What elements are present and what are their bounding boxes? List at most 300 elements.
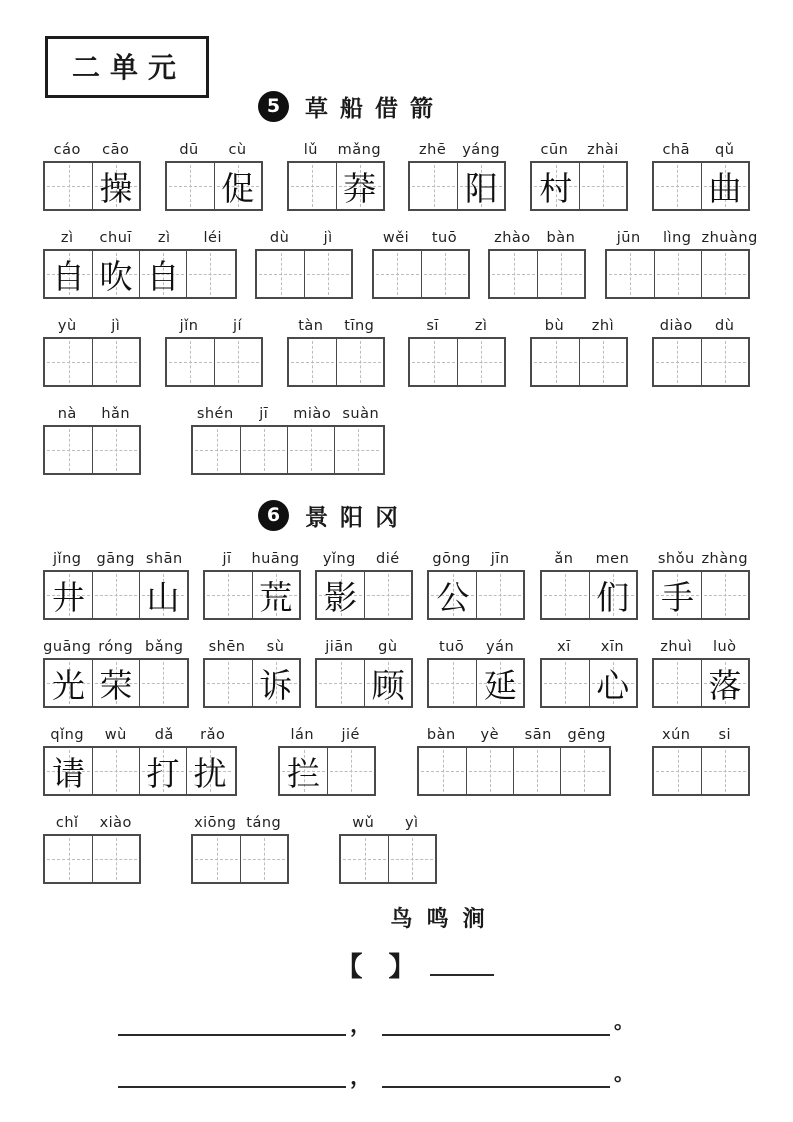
pinyin-syllable: dù [269,230,290,246]
pinyin-syllable: yù [57,318,77,334]
tianzige-cell [186,748,233,794]
pinyin-row [165,142,263,158]
pinyin-syllable: zhài [587,142,619,158]
hanzi-char: 心 [596,665,630,705]
hanzi-char: 自 [146,256,180,296]
word-group [43,639,189,708]
tianzige-cell [701,660,748,706]
tianzige-cell [532,339,579,385]
tianzige-cell [193,427,240,473]
hanzi-char [542,572,589,618]
tianzige-cell [45,660,92,706]
tianzige-cell [701,339,748,385]
hanzi-char [374,251,421,297]
tianzige-box [43,746,237,796]
pinyin-row [372,230,470,246]
word-row [43,318,750,387]
hanzi-char [607,251,654,297]
tianzige-cell [139,572,186,618]
tianzige-box [43,834,141,884]
hanzi-char [289,163,336,209]
pinyin-syllable: táng [246,815,282,831]
pinyin-syllable: chǐ [55,815,79,831]
tianzige-cell [701,163,748,209]
hanzi-char [193,836,240,882]
hanzi-char [580,163,626,209]
hanzi-char [654,748,701,794]
pinyin-row [652,142,750,158]
hanzi-char [542,660,589,706]
pinyin-row [315,551,413,567]
hanzi-char [429,660,476,706]
pinyin-syllable: gāng [96,551,135,567]
word-row [43,815,750,884]
hanzi-char: 荒 [259,577,293,617]
word-group [408,318,506,387]
hanzi-char [532,339,579,385]
pinyin-syllable: lìng [663,230,692,246]
pinyin-syllable: cù [228,142,247,158]
hanzi-char: 诉 [259,665,293,705]
tianzige-cell [214,339,261,385]
tianzige-cell [186,251,233,297]
hanzi-char: 延 [483,665,517,705]
pinyin-syllable: jī [259,406,269,422]
answer-blank [382,1012,610,1036]
tianzige-cell [457,163,504,209]
hanzi-char [205,572,252,618]
hanzi-char [514,748,560,794]
tianzige-box [165,161,263,211]
tianzige-box [540,570,638,620]
hanzi-char [289,339,336,385]
tianzige-cell [92,163,139,209]
hanzi-char [477,572,523,618]
pinyin-syllable: jǐng [53,551,82,567]
tianzige-box [652,337,750,387]
tianzige-cell [252,660,299,706]
pinyin-syllable: cāo [102,142,130,158]
tianzige-cell [214,163,261,209]
pinyin-syllable: yè [480,727,499,743]
tianzige-cell [364,660,411,706]
pinyin-row [191,406,385,422]
pinyin-row [203,639,301,655]
tianzige-cell [410,339,457,385]
pinyin-row [540,639,638,655]
pinyin-row [287,318,385,334]
word-group [315,639,413,708]
pinyin-row [43,406,141,422]
hanzi-char: 手 [660,577,694,617]
tianzige-cell [193,836,240,882]
hanzi-char [167,339,214,385]
tianzige-box [43,337,141,387]
hanzi-char [654,163,701,209]
pinyin-syllable: jī [222,551,232,567]
pinyin-syllable: mǎng [337,142,382,158]
tianzige-cell [289,163,336,209]
tianzige-cell [410,163,457,209]
hanzi-char: 曲 [708,168,742,208]
hanzi-char [93,572,139,618]
pinyin-row [417,727,611,743]
tianzige-cell [45,427,92,473]
pinyin-syllable: bǎng [145,639,184,655]
lesson-title: 景阳冈 [305,504,410,531]
hanzi-char: 顾 [371,665,405,705]
pinyin-syllable: zhàng [701,551,749,567]
word-row [43,551,750,620]
pinyin-syllable: zhì [591,318,615,334]
pinyin-syllable: tuō [439,639,465,655]
word-group [287,318,385,387]
tianzige-box [427,570,525,620]
pinyin-row [605,230,758,246]
lesson-5-header [258,90,793,123]
word-group [165,142,263,211]
pinyin-syllable: si [718,727,732,743]
hanzi-char [241,427,287,473]
pinyin-syllable: yáng [462,142,501,158]
pinyin-syllable: jié [341,727,360,743]
tianzige-cell [139,748,186,794]
pinyin-syllable: sān [524,727,552,743]
tianzige-cell [542,660,589,706]
tianzige-box [165,337,263,387]
hanzi-char: 操 [99,168,133,208]
word-group [43,230,237,299]
pinyin-row [203,551,301,567]
tianzige-cell [654,660,701,706]
pinyin-row [278,727,376,743]
pinyin-syllable: cūn [540,142,569,158]
pinyin-syllable: sī [426,318,439,334]
tianzige-cell [287,427,334,473]
tianzige-cell [139,251,186,297]
hanzi-char [167,163,214,209]
pinyin-syllable: cáo [53,142,81,158]
hanzi-char [45,339,92,385]
tianzige-cell [364,572,411,618]
word-group [43,815,141,884]
tianzige-box [43,570,189,620]
hanzi-char: 促 [221,168,255,208]
hanzi-char: 吹 [99,256,133,296]
tianzige-box [605,249,751,299]
pinyin-syllable: bàn [546,230,576,246]
tianzige-cell [280,748,327,794]
pinyin-syllable: yì [404,815,419,831]
pinyin-syllable: xīn [600,639,625,655]
pinyin-syllable: xiōng [194,815,237,831]
hanzi-char [45,836,92,882]
tianzige-box [43,658,189,708]
word-row [43,230,758,299]
tianzige-cell [289,339,336,385]
tianzige-cell [240,836,287,882]
hanzi-char: 影 [324,577,358,617]
tianzige-box [652,658,750,708]
pinyin-row [43,727,237,743]
tianzige-cell [139,660,186,706]
pinyin-syllable: jūn [616,230,641,246]
pinyin-syllable: suàn [342,406,380,422]
tianzige-cell [45,836,92,882]
pinyin-row [255,230,353,246]
pinyin-syllable: jiān [325,639,354,655]
hanzi-char [45,427,92,473]
hanzi-char [410,339,457,385]
word-group [43,318,141,387]
hanzi-char [317,660,364,706]
hanzi-char [288,427,334,473]
pinyin-syllable: lán [290,727,315,743]
pinyin-syllable: guāng [43,639,92,655]
word-group [287,142,385,211]
word-group [540,639,638,708]
pinyin-row [165,318,263,334]
tianzige-box [287,337,385,387]
answer-blank [118,1012,346,1036]
tianzige-cell [542,572,589,618]
hanzi-char [205,660,252,706]
pinyin-syllable: gōng [432,551,471,567]
tianzige-box [530,161,628,211]
comma-mark: ， [350,1013,373,1038]
pinyin-row [43,639,189,655]
poem-author-line [18,945,793,984]
word-group [43,142,141,211]
pinyin-row [488,230,586,246]
pinyin-row [408,142,506,158]
word-group [339,815,437,884]
answer-blank [382,1064,610,1088]
tianzige-cell [92,748,139,794]
unit-title: 二单元 [72,51,187,84]
pinyin-syllable: dié [376,551,400,567]
pinyin-syllable: jì [323,230,333,246]
word-group [417,727,611,796]
pinyin-syllable: shēn [208,639,246,655]
pinyin-syllable: tuō [431,230,458,246]
hanzi-char: 井 [52,577,85,617]
hanzi-char [490,251,537,297]
tianzige-cell [45,572,92,618]
hanzi-char [241,836,287,882]
tianzige-box [203,658,301,708]
tianzige-box [43,425,141,475]
word-group [191,406,385,475]
tianzige-box [530,337,628,387]
tianzige-cell [654,163,701,209]
tianzige-cell [532,163,579,209]
tianzige-cell [537,251,584,297]
tianzige-cell [589,660,636,706]
hanzi-char [93,836,139,882]
hanzi-char: 村 [539,168,573,208]
tianzige-cell [579,163,626,209]
hanzi-char [93,427,139,473]
pinyin-syllable: zì [474,318,488,334]
tianzige-box [191,834,289,884]
hanzi-char [140,660,186,706]
tianzige-box [652,570,750,620]
word-group [652,727,750,796]
word-group [540,551,638,620]
hanzi-char [193,427,240,473]
hanzi-char [410,163,457,209]
tianzige-box [408,161,506,211]
word-row [43,142,750,211]
hanzi-char: 山 [146,577,180,617]
hanzi-char [702,339,748,385]
pinyin-syllable: hǎn [101,406,131,422]
pinyin-syllable: xiào [99,815,132,831]
tianzige-cell [341,836,388,882]
pinyin-row [191,815,289,831]
tianzige-cell [45,163,92,209]
hanzi-char [337,339,383,385]
tianzige-cell [167,163,214,209]
tianzige-cell [92,572,139,618]
hanzi-char [580,339,626,385]
pinyin-syllable: jīn [490,551,510,567]
hanzi-char [458,339,504,385]
pinyin-syllable: wǔ [352,815,375,831]
hanzi-char [655,251,701,297]
pinyin-row [339,815,437,831]
pinyin-row [652,318,750,334]
tianzige-cell [167,339,214,385]
pinyin-syllable: zhào [494,230,531,246]
hanzi-char: 落 [708,665,742,705]
tianzige-box [372,249,470,299]
word-row [43,727,750,796]
tianzige-cell [327,748,374,794]
pinyin-syllable: nà [57,406,77,422]
tianzige-cell [92,660,139,706]
answer-blank [430,974,494,976]
tianzige-cell [92,427,139,473]
pinyin-syllable: dǎ [154,727,174,743]
word-group [43,406,141,475]
tianzige-cell [476,572,523,618]
pinyin-syllable: qǐng [50,727,85,743]
pinyin-row [43,230,237,246]
poem-verse-line [118,1036,793,1088]
tianzige-cell [205,572,252,618]
pinyin-row [540,551,638,567]
period-mark: 。 [614,1061,635,1085]
pinyin-syllable: yán [486,639,515,655]
lesson-title: 草船借箭 [305,95,445,122]
hanzi-char [215,339,261,385]
tianzige-box [43,161,141,211]
pinyin-syllable: diào [659,318,693,334]
hanzi-char [257,251,304,297]
pinyin-row [43,318,141,334]
pinyin-syllable: tīng [344,318,375,334]
hanzi-char [561,748,607,794]
pinyin-syllable: huāng [251,551,300,567]
pinyin-syllable: léi [203,230,222,246]
tianzige-cell [92,251,139,297]
tianzige-cell [654,748,701,794]
pinyin-syllable: yǐng [322,551,356,567]
tianzige-cell [701,572,748,618]
tianzige-cell [560,748,607,794]
word-group [165,318,263,387]
hanzi-char: 扰 [193,753,227,793]
pinyin-syllable: wěi [382,230,410,246]
tianzige-cell [654,251,701,297]
pinyin-syllable: dū [179,142,199,158]
pinyin-syllable: róng [98,639,134,655]
word-group [372,230,470,299]
word-group [43,727,237,796]
pinyin-syllable: qǔ [715,142,735,158]
pinyin-syllable: zì [157,230,171,246]
hanzi-char: 阳 [464,168,498,208]
tianzige-box [339,834,437,884]
word-row [43,639,750,708]
pinyin-syllable: jí [233,318,243,334]
word-group [203,551,301,620]
pinyin-row [315,639,413,655]
hanzi-char [654,339,701,385]
poem-section [0,902,793,1088]
tianzige-box [540,658,638,708]
tianzige-box [488,249,586,299]
pinyin-syllable: dù [715,318,735,334]
hanzi-char [305,251,351,297]
tianzige-cell [92,339,139,385]
bracket-close: 】 [388,952,416,983]
tianzige-box [315,658,413,708]
pinyin-syllable: gēng [567,727,607,743]
tianzige-box [287,161,385,211]
tianzige-box [203,570,301,620]
word-group [278,727,376,796]
pinyin-syllable: tàn [298,318,324,334]
tianzige-cell [252,572,299,618]
word-group [408,142,506,211]
hanzi-char [365,572,411,618]
tianzige-cell [240,427,287,473]
tianzige-box [315,570,413,620]
pinyin-row [43,142,141,158]
pinyin-row [408,318,506,334]
pinyin-syllable: bù [544,318,565,334]
hanzi-char: 请 [52,753,85,793]
hanzi-char [422,251,468,297]
pinyin-row [652,727,750,743]
hanzi-char [93,339,139,385]
tianzige-cell [419,748,466,794]
tianzige-cell [317,660,364,706]
pinyin-syllable: gù [378,639,398,655]
tianzige-box [43,249,237,299]
tianzige-box [408,337,506,387]
pinyin-row [287,142,385,158]
hanzi-char [335,427,381,473]
hanzi-char [702,251,748,297]
tianzige-cell [579,339,626,385]
tianzige-cell [388,836,435,882]
tianzige-cell [654,339,701,385]
lesson-5-rows [0,142,793,475]
